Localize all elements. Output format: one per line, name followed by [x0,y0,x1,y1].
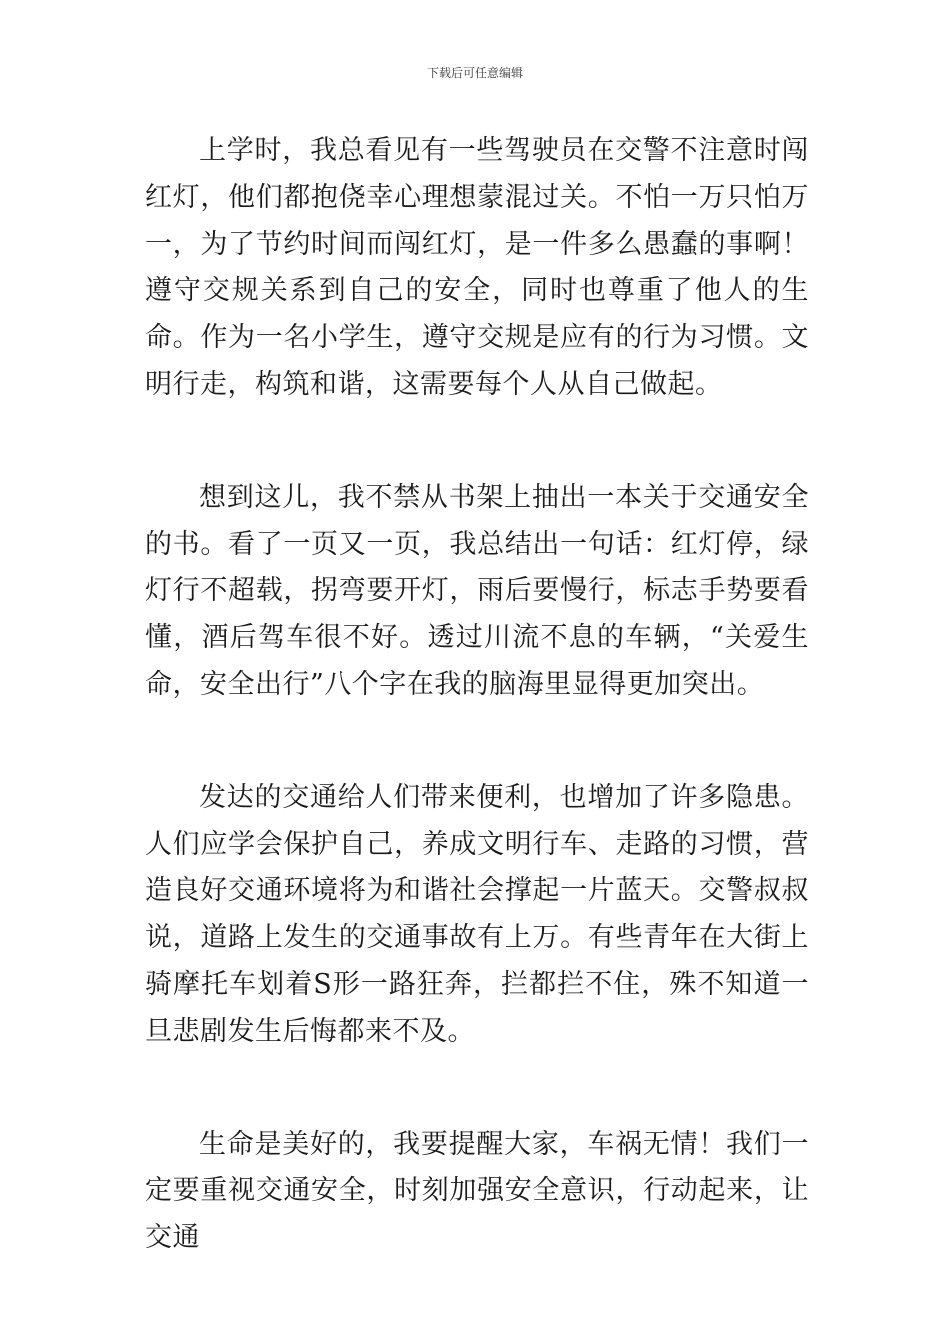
document-body [145,128,809,1262]
paragraph-4: 生命是美好的，我要提醒大家，车祸无情！我们一定要重视交通安全，时刻加强安全意识，行动起来，让交通 [145,1128,809,1254]
paragraph-3: 发达的交通给人们带来便利，也增加了许多隐患。人们应学会保护自己，养成文明行车、走路的习惯，营造良好交通环境将为和谐社会撑起一片蓝天。交警叔叔说，道路上发生的交通事故有上万。有些青年在大街上骑摩托车划着S形一路狂奔，拦都拦不住，殊不知道一旦悲剧发生后悔都来不及。 [145,781,809,1047]
paragraph-2: 想到这儿，我不禁从书架上抽出一本关于交通安全的书。看了一页又一页，我总结出一句话：红灯停，绿灯行不超载，拐弯要开灯，雨后要慢行，标志手势要看懂，酒后驾车很不好。透过川流不息的车辆，“关爱生命，安全出行”八个字在我的脑海里显得更加突出。 [145,481,809,700]
paragraph-1: 上学时，我总看见有一些驾驶员在交警不注意时闯红灯，他们都抱侥幸心理想蒙混过关。不怕一万只怕万一，为了节约时间而闯红灯，是一件多么愚蠢的事啊！遵守交规关系到自己的安全，同时也尊重了他人的生命。作为一名小学生，遵守交规是应有的行为习惯。文明行走，构筑和谐，这需要每个人从自己做起。 [145,135,809,400]
page-header: 下载后可任意编辑 [426,66,523,80]
